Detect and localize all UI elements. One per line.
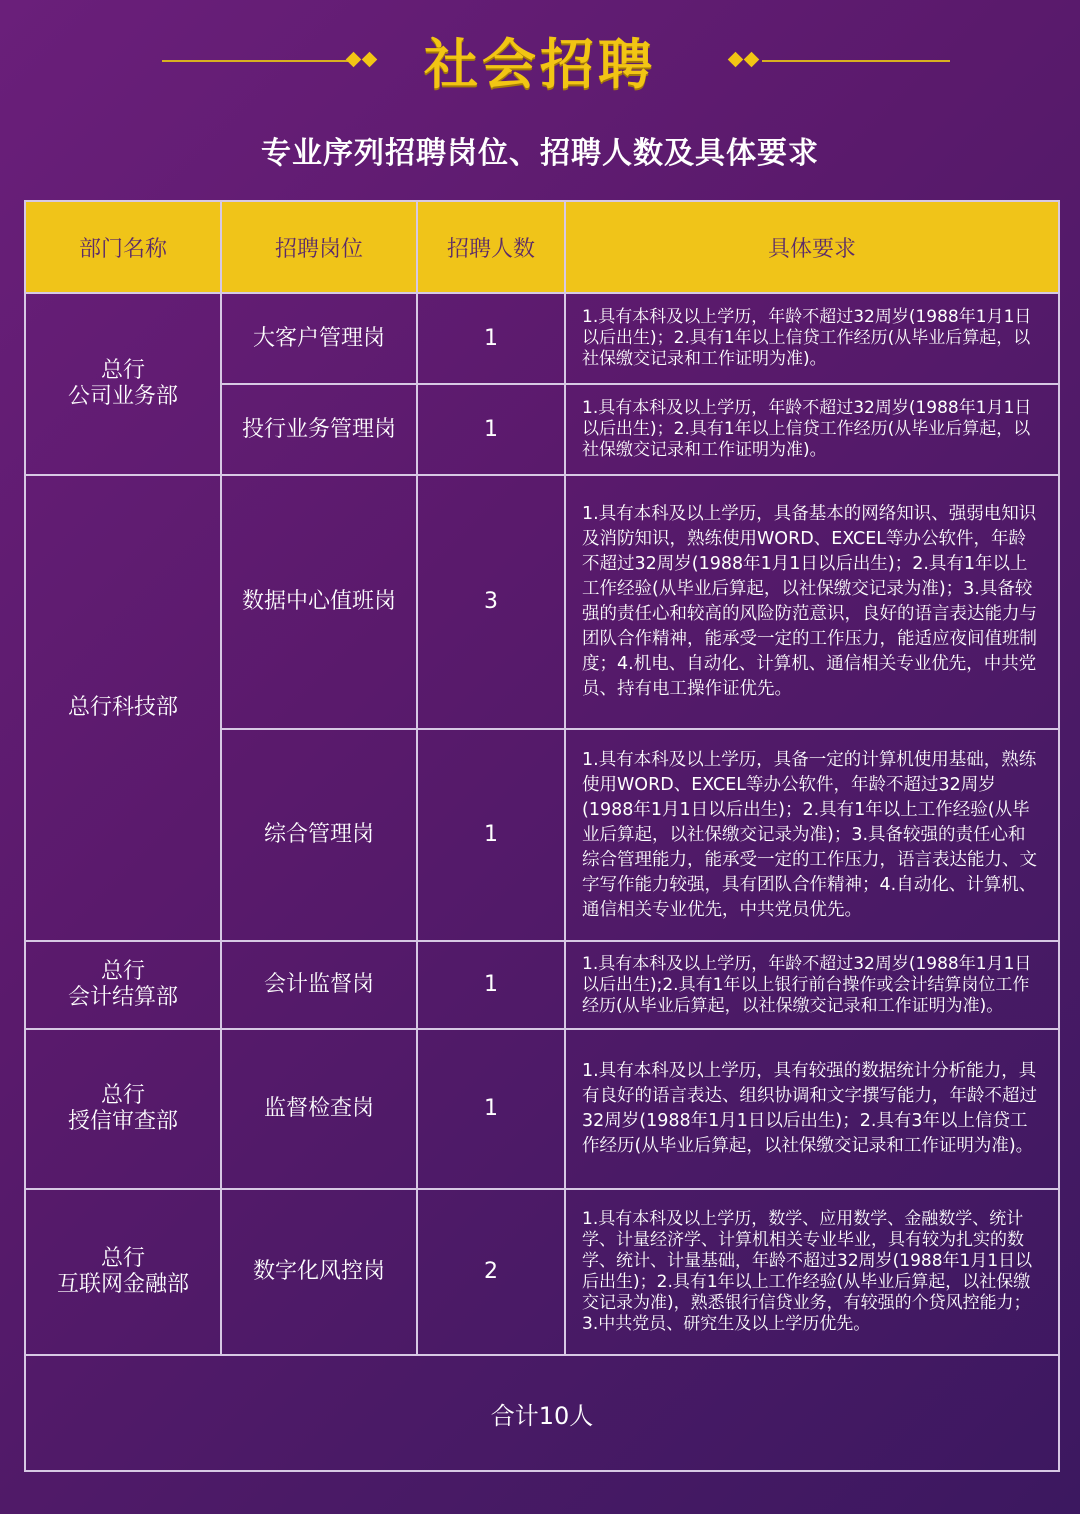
count-cell: 1 <box>417 384 565 475</box>
total-cell: 合计10人 <box>25 1355 1059 1471</box>
table-total-row <box>25 1355 1059 1471</box>
count-cell: 1 <box>417 1029 565 1189</box>
requirements-cell: 1.具有本科及以上学历，具有较强的数据统计分析能力，具有良好的语言表达、组织协调和文字撰写能力，年龄不超过32周岁(1988年1月1日以后出生)；2.具有3年以上信贷工作经历(从毕业后算起，以社保缴交记录和工作证明为准)。 <box>565 1029 1059 1189</box>
header-requirements: 具体要求 <box>565 201 1059 293</box>
department-cell <box>25 1189 221 1355</box>
position-cell: 数据中心值班岗 <box>221 475 417 729</box>
requirements-cell: 1.具有本科及以上学历，具备一定的计算机使用基础，熟练使用WORD、EXCEL等办公软件，年龄不超过32周岁(1988年1月1日以后出生)；2.具有1年以上工作经验(从毕业后算起，以社保缴交记录为准)；3.具备较强的责任心和综合管理能力，能承受一定的工作压力，语言表达能力、文字写作能力较强，具有团队合作精神；4.自动化、计算机、通信相关专业优先，中共党员优先。 <box>565 729 1059 941</box>
department-cell <box>25 941 221 1029</box>
table-header-row <box>25 201 1059 293</box>
header <box>0 0 1080 110</box>
header-count: 招聘人数 <box>417 201 565 293</box>
table-row <box>25 1029 1059 1189</box>
department-name-line2: 互联网金融部 <box>56 1272 189 1297</box>
department-name-line2: 会计结算部 <box>67 985 178 1010</box>
requirements-cell: 1.具有本科及以上学历，数学、应用数学、金融数学、统计学、计量经济学、计算机相关专业毕业，具有较为扎实的数学、统计、计量基础，年龄不超过32周岁(1988年1月1日以后出生)；2.具有1年以上工作经验(从毕业后算起，以社保缴交记录为准)，熟悉银行信贷业务，有较强的个贷风控能力；3.中共党员、研究生及以上学历优先。 <box>565 1189 1059 1355</box>
department-name-line1: 总行 <box>100 1083 145 1108</box>
requirements-cell: 1.具有本科及以上学历，年龄不超过32周岁(1988年1月1日以后出生)；2.具有1年以上信贷工作经历(从毕业后算起，以社保缴交记录和工作证明为准)。 <box>565 384 1059 475</box>
table-row <box>25 475 1059 729</box>
department-cell <box>25 1029 221 1189</box>
department-name-line1: 总行 <box>100 1246 145 1271</box>
header-position: 招聘岗位 <box>221 201 417 293</box>
requirements-cell: 1.具有本科及以上学历，年龄不超过32周岁(1988年1月1日以后出生)；2.具有1年以上信贷工作经历(从毕业后算起，以社保缴交记录和工作证明为准)。 <box>565 293 1059 384</box>
department-name-line1: 总行科技部 <box>67 695 178 720</box>
page-title: 社会招聘 <box>424 33 656 96</box>
position-cell: 会计监督岗 <box>221 941 417 1029</box>
department-cell <box>25 475 221 941</box>
title-left-line <box>162 60 350 62</box>
count-cell: 3 <box>417 475 565 729</box>
table-row <box>25 941 1059 1029</box>
count-cell: 1 <box>417 729 565 941</box>
recruitment-table <box>24 200 1058 1472</box>
department-name-line1: 总行 <box>100 959 145 984</box>
header-department: 部门名称 <box>25 201 221 293</box>
table-row <box>25 293 1059 384</box>
department-name-line2: 公司业务部 <box>67 384 178 409</box>
department-name-line2: 授信审查部 <box>67 1109 178 1134</box>
position-cell: 监督检查岗 <box>221 1029 417 1189</box>
department-cell <box>25 293 221 475</box>
requirements-cell: 1.具有本科及以上学历，年龄不超过32周岁(1988年1月1日以后出生);2.具有1年以上银行前台操作或会计结算岗位工作经历(从毕业后算起，以社保缴交记录和工作证明为准)。 <box>565 941 1059 1029</box>
count-cell: 2 <box>417 1189 565 1355</box>
count-cell: 1 <box>417 941 565 1029</box>
department-name-line1: 总行 <box>100 358 145 383</box>
position-cell: 大客户管理岗 <box>221 293 417 384</box>
requirements-cell: 1.具有本科及以上学历，具备基本的网络知识、强弱电知识及消防知识，熟练使用WORD、EXCEL等办公软件，年龄不超过32周岁(1988年1月1日以后出生)；2.具有1年以上工作经验(从毕业后算起，以社保缴交记录为准)；3.具备较强的责任心和较高的风险防范意识，良好的语言表达能力与团队合作精神，能承受一定的工作压力，能适应夜间值班制度；4.机电、自动化、计算机、通信相关专业优先，中共党员、持有电工操作证优先。 <box>565 475 1059 729</box>
title-right-line <box>762 60 950 62</box>
position-cell: 数字化风控岗 <box>221 1189 417 1355</box>
position-cell: 综合管理岗 <box>221 729 417 941</box>
position-cell: 投行业务管理岗 <box>221 384 417 475</box>
page-subtitle: 专业序列招聘岗位、招聘人数及具体要求 <box>261 136 819 171</box>
count-cell: 1 <box>417 293 565 384</box>
table-row <box>25 1189 1059 1355</box>
diamond-ornament-right-icon <box>726 50 766 72</box>
